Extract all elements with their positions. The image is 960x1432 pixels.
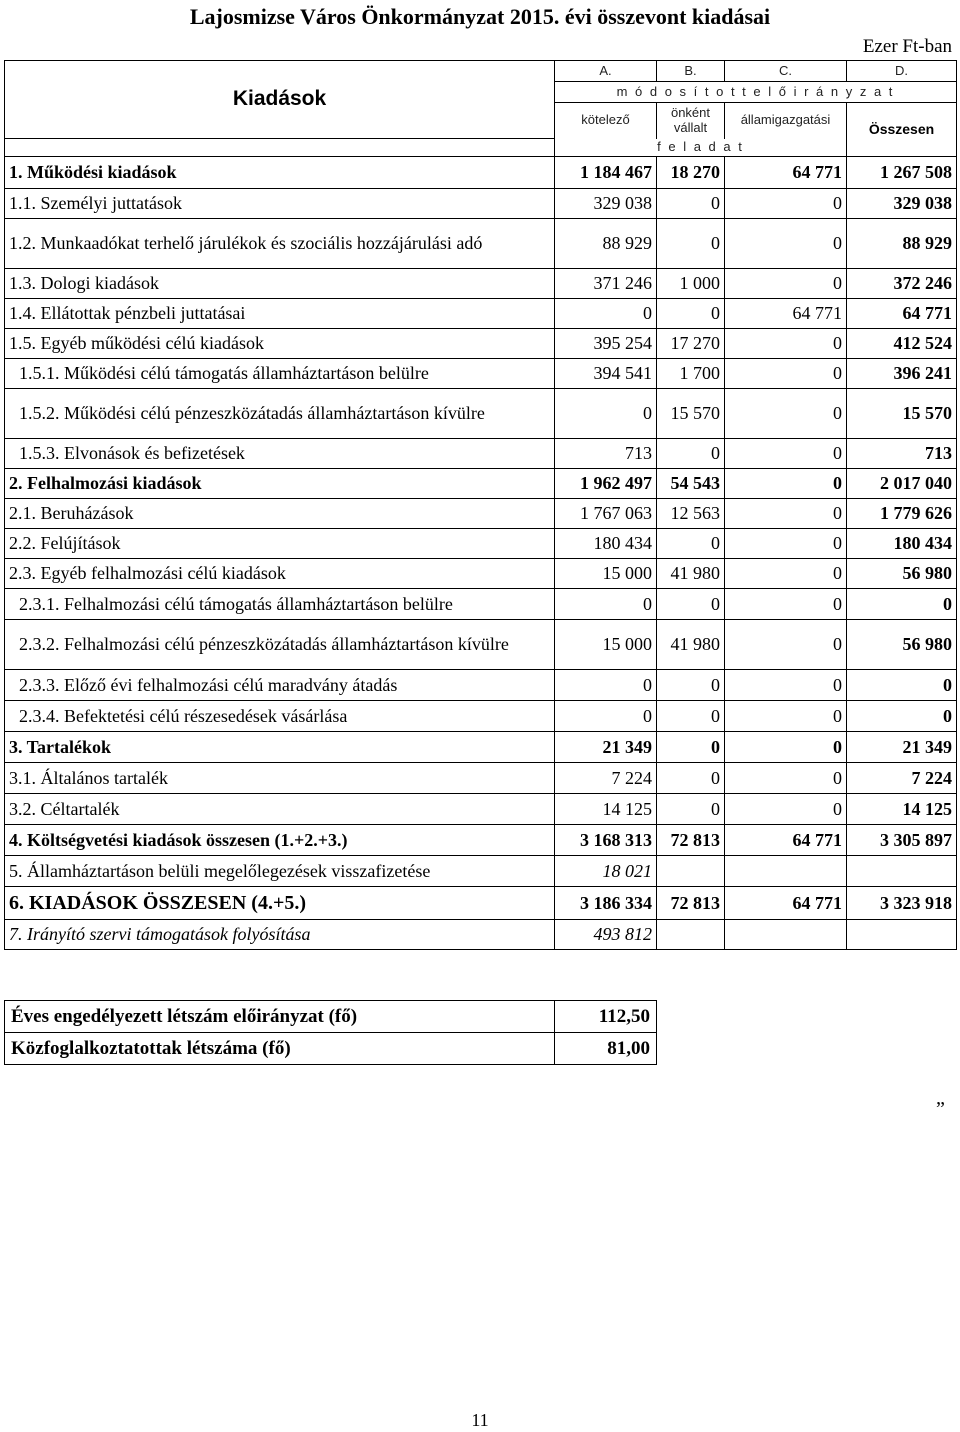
table-row <box>5 157 957 189</box>
staff-value: 81,00 <box>555 1033 657 1065</box>
cell-c: 0 <box>725 359 847 389</box>
cell-b: 0 <box>657 529 725 559</box>
table-row <box>5 732 957 763</box>
cell-a: 21 349 <box>555 732 657 763</box>
cell-d <box>847 920 957 950</box>
page-title: Lajosmizse Város Önkormányzat 2015. évi összevont kiadásai <box>189 4 771 29</box>
cell-a: 395 254 <box>555 329 657 359</box>
row-label: 2.2. Felújítások <box>5 529 555 559</box>
cell-a: 371 246 <box>555 269 657 299</box>
cell-d: 1 779 626 <box>847 499 957 529</box>
table-row <box>5 856 957 887</box>
header-kiadasok: Kiadások <box>5 61 555 139</box>
cell-a: 15 000 <box>555 559 657 589</box>
table-row <box>5 389 957 439</box>
row-label: 4. Költségvetési kiadások összesen (1.+2.+3.) <box>5 825 555 856</box>
cell-d: 396 241 <box>847 359 957 389</box>
table-row <box>5 219 957 269</box>
staff-label: Éves engedélyezett létszám előirányzat (fő) <box>5 1001 555 1033</box>
table-row <box>5 701 957 732</box>
cell-a: 14 125 <box>555 794 657 825</box>
row-label: 7. Irányító szervi támogatások folyósítása <box>5 920 555 950</box>
cell-b: 0 <box>657 763 725 794</box>
table-row <box>5 670 957 701</box>
row-label: 1.4. Ellátottak pénzbeli juttatásai <box>5 299 555 329</box>
cell-c: 0 <box>725 439 847 469</box>
cell-a: 1 962 497 <box>555 469 657 499</box>
table-row <box>5 529 957 559</box>
cell-b: 41 980 <box>657 559 725 589</box>
cell-b: 54 543 <box>657 469 725 499</box>
cell-d: 64 771 <box>847 299 957 329</box>
table-row <box>5 589 957 620</box>
cell-a: 0 <box>555 589 657 620</box>
cell-c: 0 <box>725 219 847 269</box>
header-spacer <box>5 139 555 157</box>
cell-d: 0 <box>847 589 957 620</box>
cell-c: 0 <box>725 589 847 620</box>
cell-c: 0 <box>725 469 847 499</box>
cell-d: 1 267 508 <box>847 157 957 189</box>
cell-a: 394 541 <box>555 359 657 389</box>
table-row <box>5 359 957 389</box>
cell-d: 372 246 <box>847 269 957 299</box>
cell-c: 64 771 <box>725 887 847 920</box>
cell-a: 15 000 <box>555 620 657 670</box>
cell-b: 0 <box>657 439 725 469</box>
cell-b: 0 <box>657 219 725 269</box>
cell-a: 0 <box>555 389 657 439</box>
cell-d: 15 570 <box>847 389 957 439</box>
row-label: 2.3.1. Felhalmozási célú támogatás államháztartáson belülre <box>5 589 555 620</box>
row-label: 2.3.4. Befektetési célú részesedések vásárlása <box>5 701 555 732</box>
cell-b: 1 700 <box>657 359 725 389</box>
page-number: 11 <box>471 1410 489 1430</box>
cell-c: 0 <box>725 529 847 559</box>
cell-d: 3 305 897 <box>847 825 957 856</box>
cell-c: 0 <box>725 559 847 589</box>
cell-c: 0 <box>725 499 847 529</box>
header-col-b: B. <box>657 61 725 82</box>
row-label: 1.5. Egyéb működési célú kiadások <box>5 329 555 359</box>
cell-a: 1 767 063 <box>555 499 657 529</box>
cell-c: 0 <box>725 389 847 439</box>
header-osszesen: Összesen <box>847 103 957 157</box>
cell-c: 64 771 <box>725 157 847 189</box>
cell-b: 0 <box>657 794 725 825</box>
cell-c: 0 <box>725 329 847 359</box>
cell-c: 0 <box>725 620 847 670</box>
cell-d: 180 434 <box>847 529 957 559</box>
row-label: 6. KIADÁSOK ÖSSZESEN (4.+5.) <box>5 887 555 920</box>
cell-b: 12 563 <box>657 499 725 529</box>
cell-c: 0 <box>725 670 847 701</box>
row-label: 1.5.1. Működési célú támogatás államháztartáson belülre <box>5 359 555 389</box>
table-row <box>5 920 957 950</box>
cell-a: 1 184 467 <box>555 157 657 189</box>
cell-b: 72 813 <box>657 825 725 856</box>
cell-b: 0 <box>657 189 725 219</box>
cell-b: 15 570 <box>657 389 725 439</box>
cell-b <box>657 920 725 950</box>
cell-a: 18 021 <box>555 856 657 887</box>
table-row <box>5 439 957 469</box>
cell-b: 0 <box>657 670 725 701</box>
header-modositott: m ó d o s í t o t t e l ő i r á n y z a t <box>555 82 957 103</box>
cell-d: 88 929 <box>847 219 957 269</box>
cell-d: 0 <box>847 701 957 732</box>
cell-a: 7 224 <box>555 763 657 794</box>
row-label: 2.1. Beruházások <box>5 499 555 529</box>
cell-c: 0 <box>725 732 847 763</box>
row-label: 1.2. Munkaadókat terhelő járulékok és szociális hozzájárulási adó <box>5 219 555 269</box>
row-label: 2.3. Egyéb felhalmozási célú kiadások <box>5 559 555 589</box>
header-feladat: f e l a d a t <box>555 139 847 157</box>
row-label: 2. Felhalmozási kiadások <box>5 469 555 499</box>
table-row <box>5 559 957 589</box>
cell-b: 1 000 <box>657 269 725 299</box>
cell-d: 56 980 <box>847 559 957 589</box>
cell-c: 0 <box>725 189 847 219</box>
row-label: 2.3.2. Felhalmozási célú pénzeszközátadás államháztartáson kívülre <box>5 620 555 670</box>
cell-a: 180 434 <box>555 529 657 559</box>
cell-a: 713 <box>555 439 657 469</box>
table-row <box>5 825 957 856</box>
cell-d: 2 017 040 <box>847 469 957 499</box>
cell-c: 0 <box>725 763 847 794</box>
cell-a: 88 929 <box>555 219 657 269</box>
cell-d: 21 349 <box>847 732 957 763</box>
cell-a: 3 186 334 <box>555 887 657 920</box>
table-row <box>5 794 957 825</box>
row-label: 3.1. Általános tartalék <box>5 763 555 794</box>
cell-b: 41 980 <box>657 620 725 670</box>
header-allamigazgatasi: államigazgatási <box>725 103 847 139</box>
row-label: 3. Tartalékok <box>5 732 555 763</box>
table-row <box>5 299 957 329</box>
cell-c: 0 <box>725 269 847 299</box>
cell-d: 412 524 <box>847 329 957 359</box>
cell-b: 72 813 <box>657 887 725 920</box>
cell-b: 0 <box>657 299 725 329</box>
table-row <box>5 469 957 499</box>
row-label: 1.1. Személyi juttatások <box>5 189 555 219</box>
header-onkent: önként vállalt <box>657 103 725 139</box>
staff-table <box>4 1000 657 1065</box>
cell-d: 14 125 <box>847 794 957 825</box>
cell-a: 493 812 <box>555 920 657 950</box>
cell-c <box>725 920 847 950</box>
header-col-d: D. <box>847 61 957 82</box>
row-label: 1. Működési kiadások <box>5 157 555 189</box>
table-row <box>5 1001 657 1033</box>
closing-quote: ” <box>936 1098 945 1120</box>
cell-a: 0 <box>555 670 657 701</box>
table-row <box>5 499 957 529</box>
expenses-table <box>4 60 957 950</box>
staff-value: 112,50 <box>555 1001 657 1033</box>
row-label: 1.5.2. Működési célú pénzeszközátadás államháztartáson kívülre <box>5 389 555 439</box>
table-row <box>5 620 957 670</box>
table-row <box>5 269 957 299</box>
cell-c <box>725 856 847 887</box>
table-row <box>5 887 957 920</box>
row-label: 2.3.3. Előző évi felhalmozási célú maradvány átadás <box>5 670 555 701</box>
table-row <box>5 189 957 219</box>
cell-b: 0 <box>657 589 725 620</box>
cell-d: 713 <box>847 439 957 469</box>
cell-b <box>657 856 725 887</box>
cell-c: 0 <box>725 794 847 825</box>
cell-c: 64 771 <box>725 825 847 856</box>
row-label: 1.5.3. Elvonások és befizetések <box>5 439 555 469</box>
cell-b: 0 <box>657 732 725 763</box>
cell-a: 0 <box>555 299 657 329</box>
cell-a: 3 168 313 <box>555 825 657 856</box>
header-col-c: C. <box>725 61 847 82</box>
row-label: 1.3. Dologi kiadások <box>5 269 555 299</box>
cell-c: 64 771 <box>725 299 847 329</box>
table-row <box>5 329 957 359</box>
cell-a: 0 <box>555 701 657 732</box>
header-kotelezo: kötelező <box>555 103 657 139</box>
cell-c: 0 <box>725 701 847 732</box>
staff-label: Közfoglalkoztatottak létszáma (fő) <box>5 1033 555 1065</box>
unit-label: Ezer Ft-ban <box>862 36 952 57</box>
cell-d: 329 038 <box>847 189 957 219</box>
row-label: 5. Államháztartáson belüli megelőlegezések visszafizetése <box>5 856 555 887</box>
cell-b: 18 270 <box>657 157 725 189</box>
table-row <box>5 1033 657 1065</box>
cell-b: 17 270 <box>657 329 725 359</box>
cell-d: 0 <box>847 670 957 701</box>
cell-d <box>847 856 957 887</box>
cell-b: 0 <box>657 701 725 732</box>
row-label: 3.2. Céltartalék <box>5 794 555 825</box>
cell-a: 329 038 <box>555 189 657 219</box>
cell-d: 3 323 918 <box>847 887 957 920</box>
cell-d: 7 224 <box>847 763 957 794</box>
cell-d: 56 980 <box>847 620 957 670</box>
header-col-a: A. <box>555 61 657 82</box>
table-row <box>5 763 957 794</box>
